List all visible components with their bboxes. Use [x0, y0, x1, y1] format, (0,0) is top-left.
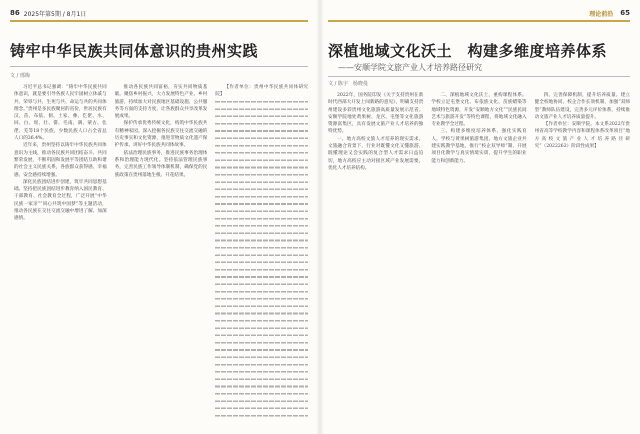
right-column-2: [431, 92, 526, 422]
right-page: [320, 0, 640, 434]
paragraph: 保护传承优秀传统文化，构筑中华民族共有精神家园。深入挖掘各民族交往交流交融的历史事实和文化资源，推进非物质文化遗产保护传承，讲好中华民族共同体故事。: [114, 121, 208, 149]
paragraph: 推动各民族共同富裕，夯实共同物质基础。聚焦乡村振兴，大力发展特色产业、乡村旅游，持续加大对民族地区基础设施、公共服务等方面的支持力度，让各族群众共享改革发展成果。: [114, 85, 208, 120]
paragraph: 四、完善保障机制，提升培养质量。建立健全校地协同、校企合作长效机制，加强“双师型”教师队伍建设，完善多元评价体系，持续推动文旅产业人才培养质量提升。: [534, 93, 630, 120]
left-title-rule: [10, 66, 308, 67]
right-page-header: [328, 6, 630, 20]
paragraph: 习近平总书记强调：“铸牢中华民族共同体意识，就是要引导各族人民牢固树立休戚与共、荣辱与共、生死与共、命运与共的共同体理念。”贵州是多民族聚居的省份，世居民族有汉、苗、布依、侗、土家、彝、仡佬、水、回、白、瑶、壮、畲、毛南、满、蒙古、仫佬、羌等18个民族，少数民族人口占全省总人口的36.4%。: [14, 85, 107, 142]
left-header-rule: [10, 20, 308, 22]
paragraph: 深化民族团结进步创建，筑牢共同思想基础。坚持把民族团结进步教育纳入国民教育、干部教育、社会教育全过程，广泛开展“中华民族一家亲”“同心共筑中国梦”等主题活动，推动各民族在交往交流交融中增进了解、加深感情。: [14, 179, 107, 222]
right-article-body: [328, 92, 630, 422]
paragraph: 三、构建多维度培养体系，强化实践育人。学校与黄果树旅游集团、地方文旅企业共建实践教学基地，推行“校企双导师”制，开展项目化教学与真实情境实训，提升学生的职业能力和创新能力。: [431, 129, 527, 164]
right-article-subtitle: ——安顺学院文旅产业人才培养路径研究: [338, 63, 482, 72]
text-continuation: [215, 99, 308, 422]
right-page-number: 65: [620, 9, 630, 17]
paragraph: 近年来，贵州坚持以铸牢中华民族共同体意识为主线，推动各民族共同团结奋斗、共同繁荣发展，不断巩固和发展平等团结互助和谐的社会主义民族关系，各族群众获得感、幸福感、安全感持续增强。: [14, 143, 107, 178]
right-column-3: [535, 92, 630, 422]
author-note: 【作者单位：安顺学院。本文系2022年贵州省高等学校教学内容和课程体系改革项目“地方高校文旅产业人才培养路径研究”（2022262）阶段性成果】: [534, 122, 630, 150]
paragraph: 二、深植地域文化沃土，重构课程体系。学校立足屯堡文化、布依族文化、苗族蜡染等地域特色资源，开发“安顺地方文化”“民族民间艺术与旅游开发”等特色课程，将地域文化融入专业教学全过程。: [431, 93, 527, 128]
author-note: 【作者单位：贵州中华民族共同体研究院】: [215, 85, 309, 98]
right-title-rule: [328, 76, 630, 77]
paragraph: 2022年，国务院印发《关于支持贵州在新时代西部大开发上闯新路的意见》，明确支持贵州建设多彩贵州文化旅游高质量发展示范省。安顺学院地处黄果树、龙宫、屯堡等文化旅游资源富集区，具有发展文旅产业人才培养的独特优势。: [328, 93, 424, 135]
right-byline: 文 / 陈宇 杨晓曼: [328, 81, 368, 87]
left-article-body: [14, 84, 308, 422]
right-article-title: 深植地域文化沃土 构建多维度培养体系: [328, 42, 608, 60]
left-byline: 文 / 邢梅: [10, 73, 30, 79]
left-column-3: [215, 84, 308, 422]
left-page-number: 86: [10, 9, 20, 17]
right-column-1: [328, 92, 423, 422]
left-page-header: [10, 6, 308, 20]
left-article-title: 铸牢中华民族共同体意识的贵州实践: [10, 42, 259, 60]
section-tag: 理论前沿: [589, 10, 614, 18]
paragraph: 一、地方高校文旅人才培养的现实需求。文旅融合背景下，行业对既懂文化又懂旅游、既懂理论又会实践的复合型人才需求日益迫切，地方高校应主动对接区域产业发展需要，优化人才培养结构。: [328, 136, 424, 171]
left-column-1: [14, 84, 107, 422]
right-header-rule: [328, 20, 630, 22]
left-issue-info: 2025年第5期 / 8月1日: [23, 10, 87, 18]
paragraph: 依法治理民族事务，推进民族事务治理体系和治理能力现代化。坚持依法管理民族事务，完善民族工作领导体制机制，确保党的民族政策在贵州落地生根、开花结果。: [114, 150, 208, 178]
left-column-2: [115, 84, 208, 422]
